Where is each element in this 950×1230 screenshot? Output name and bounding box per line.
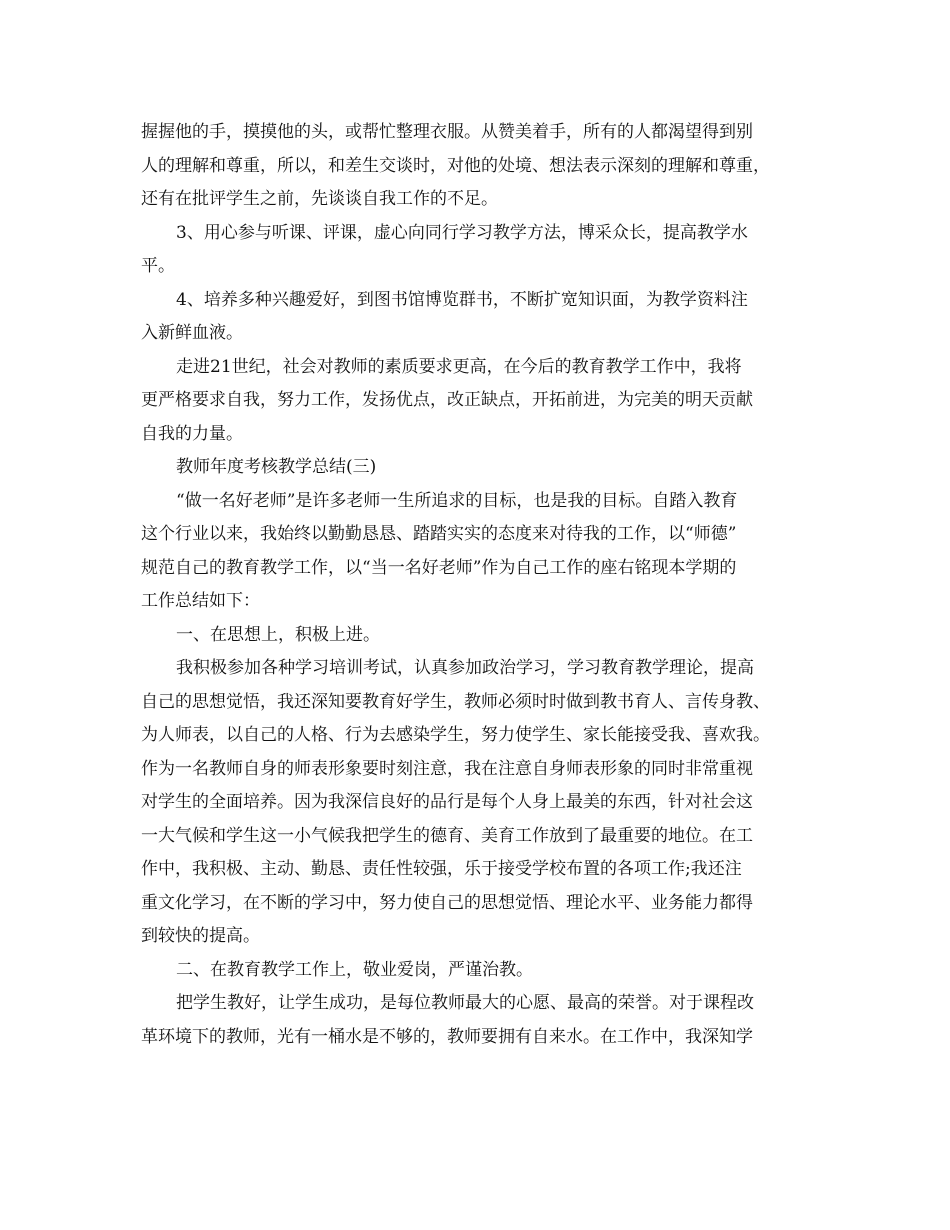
text-line: 自我的力量。 [141,423,243,444]
text-line: 一、在思想上，积极上进。 [176,624,380,645]
text-line: 重文化学习，在不断的学习中，努力使自己的思想觉悟、理论水平、业务能力都得 [141,892,753,913]
text-line: 二、在教育教学工作上，敬业爱岗，严谨治教。 [176,959,533,980]
text-line: 平。 [141,256,175,276]
text-line: 工作总结如下： [141,591,260,611]
text-line: 这个行业以来，我始终以勤勤恳恳、踏踏实实的态度来对待我的工作，以“师德” [141,524,737,544]
text-line: 还有在批评学生之前，先谈谈自我工作的不足。 [141,189,498,209]
text-line: 为人师表，以自己的人格、行为去感染学生，努力使学生、家长能接受我、喜欢我。 [141,725,770,745]
text-line: 把学生教好，让学生成功，是每位教师最大的心愿、最高的荣誉。对于课程改 [176,993,754,1013]
text-line: 4、培养多种兴趣爱好，到图书馆博览群书，不断扩宽知识面，为教学资料注 [176,289,748,310]
text-line: 革环境下的教师，光有一桶水是不够的，教师要拥有自来水。在工作中，我深知学 [141,1026,753,1047]
document-body [141,116,817,1054]
text-line: 握握他的手，摸摸他的头，或帮忙整理衣服。从赞美着手，所有的人都渴望得到别 [141,122,753,142]
text-line: 我积极参加各种学习培训考试，认真参加政治学习，学习教育教学理论，提高 [176,658,754,678]
text-line: 更严格要求自我，努力工作，发扬优点，改正缺点，开拓前进，为完美的明天贡献 [141,390,753,410]
text-line: 自己的思想觉悟，我还深知要教育好学生，教师必须时时做到教书育人、言传身教、 [141,691,770,712]
text-line: 走进21世纪，社会对教师的素质要求更高，在今后的教育教学工作中，我将 [176,356,742,377]
text-line: 3、用心参与听课、评课，虚心向同行学习教学方法，博采众长，提高教学水 [176,222,748,243]
text-line: 规范自己的教育教学工作，以“当一名好老师”作为自己工作的座右铭现本学期的 [141,557,737,578]
text-line: “做一名好老师”是许多老师一生所追求的目标，也是我的目标。自踏入教育 [176,490,738,511]
text-line: 对学生的全面培养。因为我深信良好的品行是每个人身上最美的东西，针对社会这 [141,792,753,812]
text-line: 作为一名教师自身的师表形象要时刻注意，我在注意自身师表形象的同时非常重视 [141,758,753,779]
text-line: 教师年度考核教学总结(三) [176,457,377,477]
text-line: 人的理解和尊重，所以，和差生交谈时，对他的处境、想法表示深刻的理解和尊重， [141,155,770,176]
text-line: 入新鲜血液。 [141,323,243,343]
text-line: 到较快的提高。 [141,926,260,946]
text-line: 一大气候和学生这一小气候我把学生的德育、美育工作放到了最重要的地位。在工 [141,825,753,846]
text-line: 作中，我积极、主动、勤恳、责任性较强，乐于接受学校布置的各项工作;我还注 [141,859,742,879]
